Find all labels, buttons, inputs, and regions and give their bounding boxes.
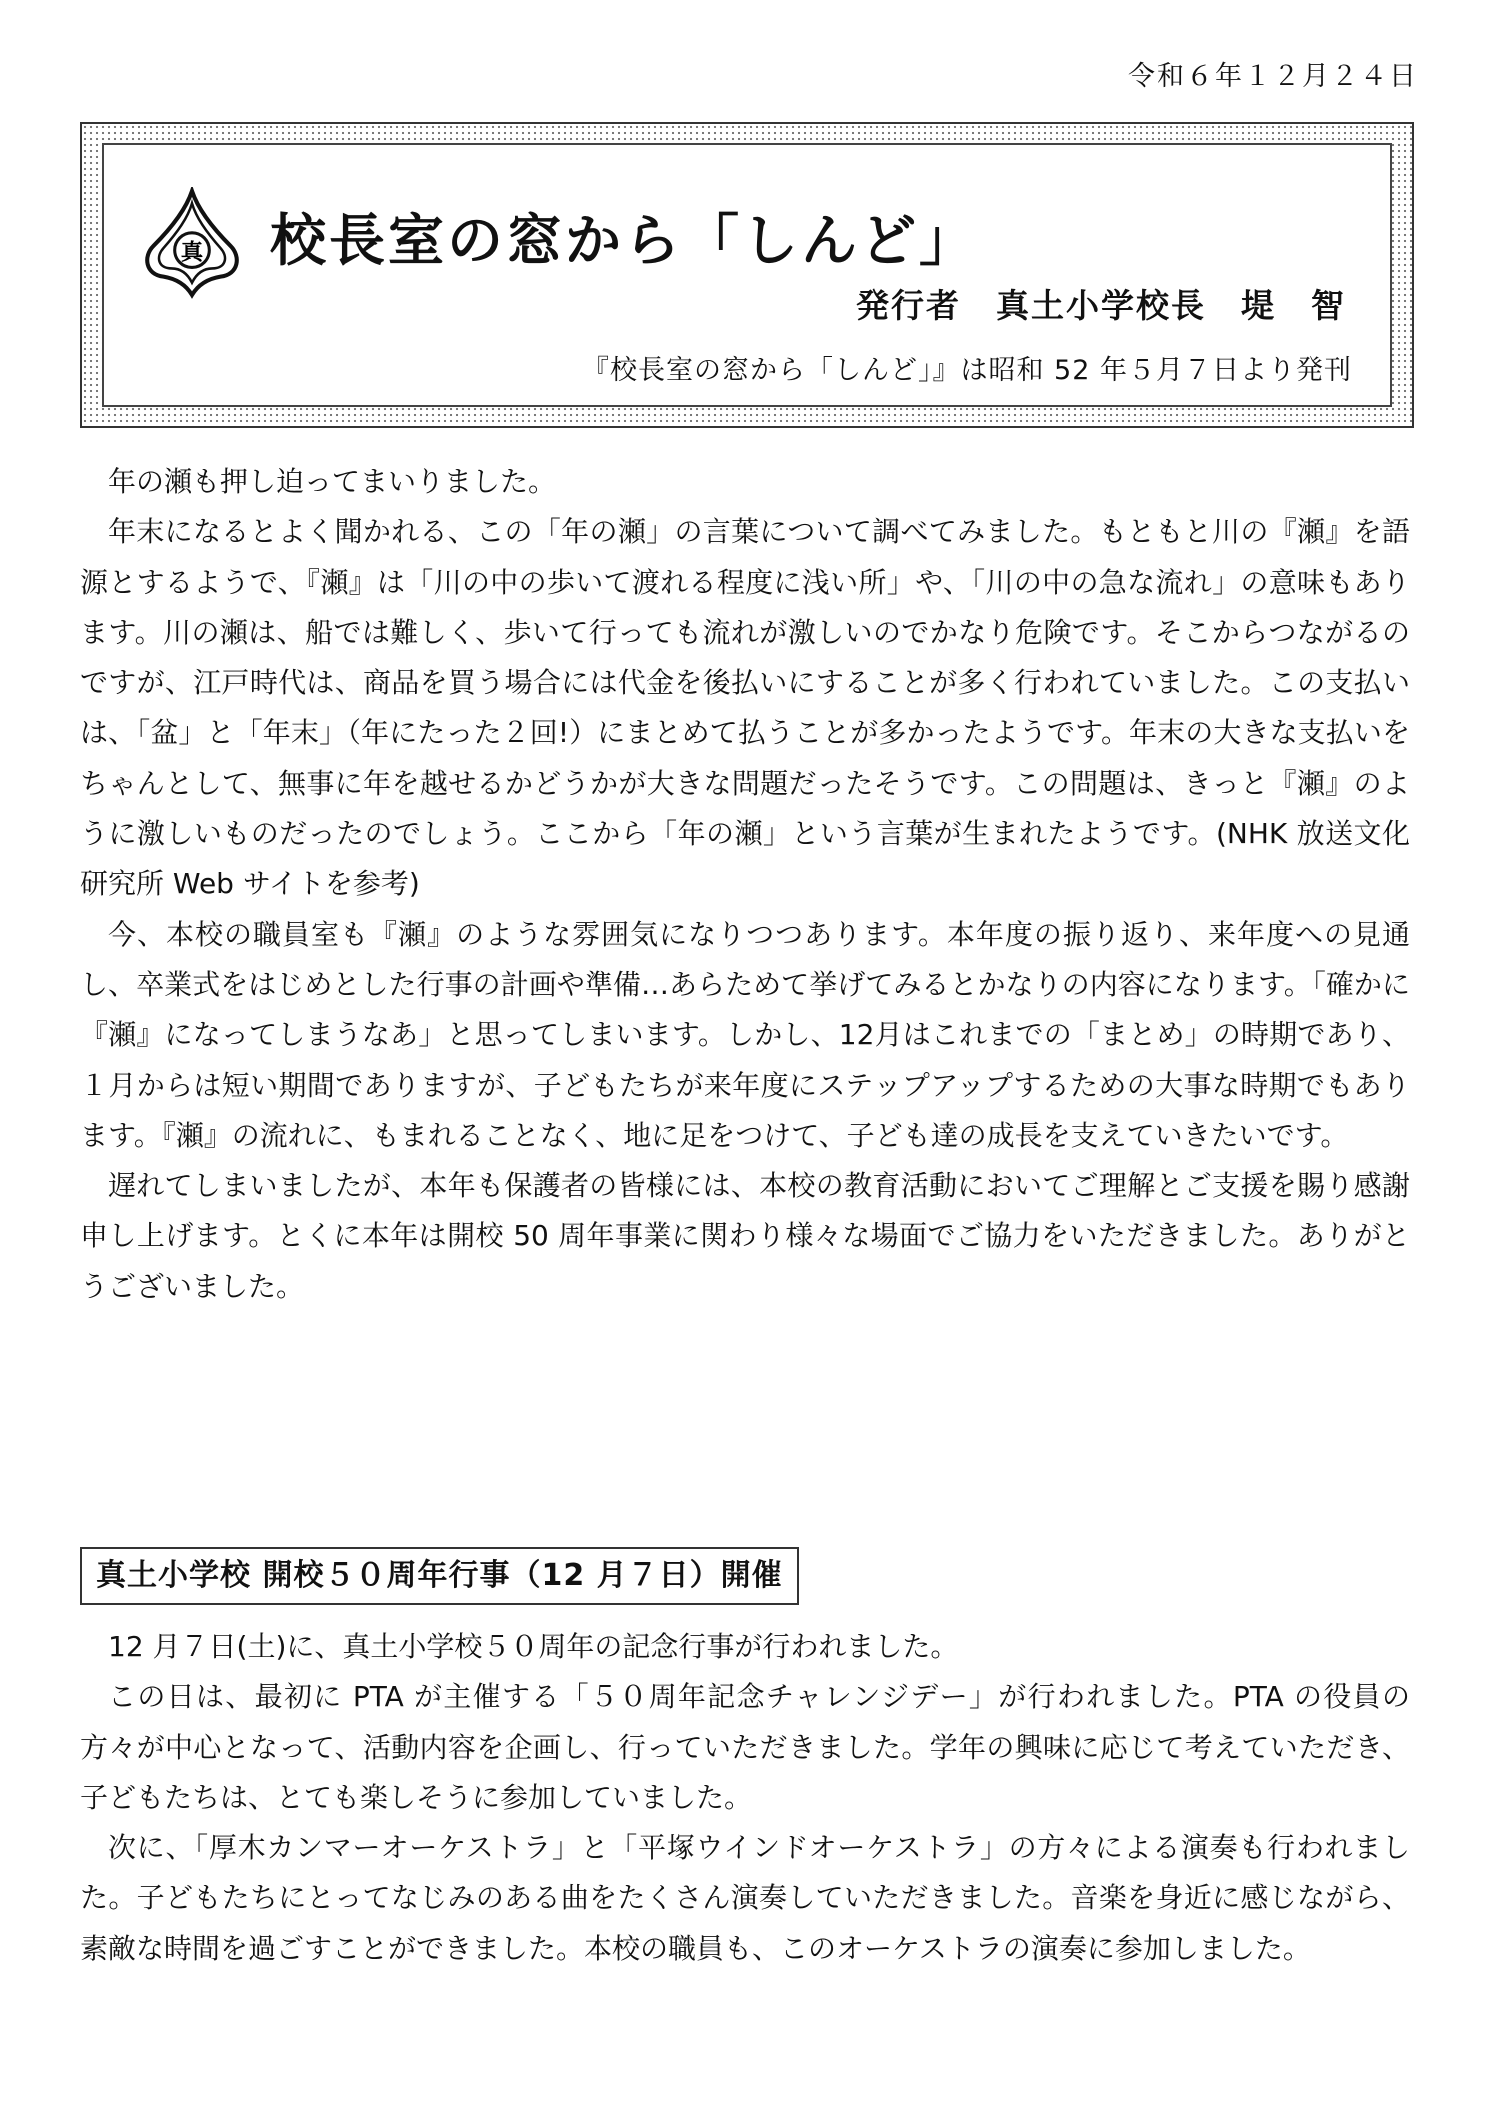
paragraph: 今、本校の職員室も『瀬』のような雰囲気になりつつあります。本年度の振り返り、来年度への見通し、卒業式をはじめとした行事の計画や準備…あらためて挙げてみるとかなりの内容になります。「確かに『瀬』になってしまうなあ」と思ってしまいます。しかし、12月はこれまでの「まとめ」の時期であり、１月からは短い期間でありますが、子どもたちが来年度にステップアップするための大事な時期でもあります。『瀬』の流れに、もまれることなく、地に足をつけて、子ども達の成長を支えていきたいです。: [80, 917, 1410, 1152]
header-panel: [102, 143, 1392, 407]
paragraph: 次に、「厚木カンマーオーケストラ」と「平塚ウインドオーケストラ」の方々による演奏も行われました。子どもたちにとってなじみのある曲をたくさん演奏していただきました。音楽を身近に感じながら、素敵な時間を過ごすことができました。本校の職員も、このオーケストラの演奏に参加しました。: [80, 1831, 1410, 1965]
newsletter-header: [80, 122, 1414, 428]
emblem-character: 真: [180, 239, 204, 266]
paragraph: 遅れてしまいましたが、本年も保護者の皆様には、本校の教育活動においてご理解とご支援を賜り感謝申し上げます。とくに本年は開校 50 周年事業に関わり様々な場面でご協力をいただきました。ありがとうございました。: [80, 1169, 1410, 1303]
publication-since-note: 『校長室の窓から「しんど」』は昭和 52 年５月７日より発刊: [581, 355, 1352, 386]
publisher-line: 発行者 真土小学校長 堤 智: [856, 286, 1346, 325]
issue-date: 令和６年１２月２４日: [1128, 61, 1418, 92]
article-body: [80, 457, 1410, 1312]
school-emblem-icon: [140, 187, 244, 299]
paragraph: この日は、最初に PTA が主催する「５０周年記念チャレンジデー」が行われました。PTA の役員の方々が中心となって、活動内容を企画し、行っていただきました。学年の興味に応じて考えていただき、子どもたちは、とても楽しそうに参加していました。: [80, 1680, 1410, 1814]
section-body: [80, 1622, 1410, 1974]
paragraph: 12 月７日(土)に、真土小学校５０周年の記念行事が行われました。: [108, 1630, 959, 1663]
section-heading: 真土小学校 開校５０周年行事（12 月７日）開催: [80, 1547, 799, 1605]
paragraph: 年の瀬も押し迫ってまいりました。: [108, 465, 557, 498]
paragraph: 年末になるとよく聞かれる、この「年の瀬」の言葉について調べてみました。もともと川の『瀬』を語源とするようで、『瀬』は「川の中の歩いて渡れる程度に浅い所」や、「川の中の急な流れ」の意味もあります。川の瀬は、船では難しく、歩いて行っても流れが激しいのでかなり危険です。そこからつながるのですが、江戸時代は、商品を買う場合には代金を後払いにすることが多く行われていました。この支払いは、「盆」と「年末」（年にたった２回!）にまとめて払うことが多かったようです。年末の大きな支払いをちゃんとして、無事に年を越せるかどうかが大きな問題だったそうです。この問題は、きっと『瀬』のように激しいものだったのでしょう。ここから「年の瀬」という言葉が生まれたようです。(NHK 放送文化研究所 Web サイトを参考): [80, 515, 1410, 901]
newsletter-title: 校長室の窓から「しんど」: [270, 209, 978, 274]
